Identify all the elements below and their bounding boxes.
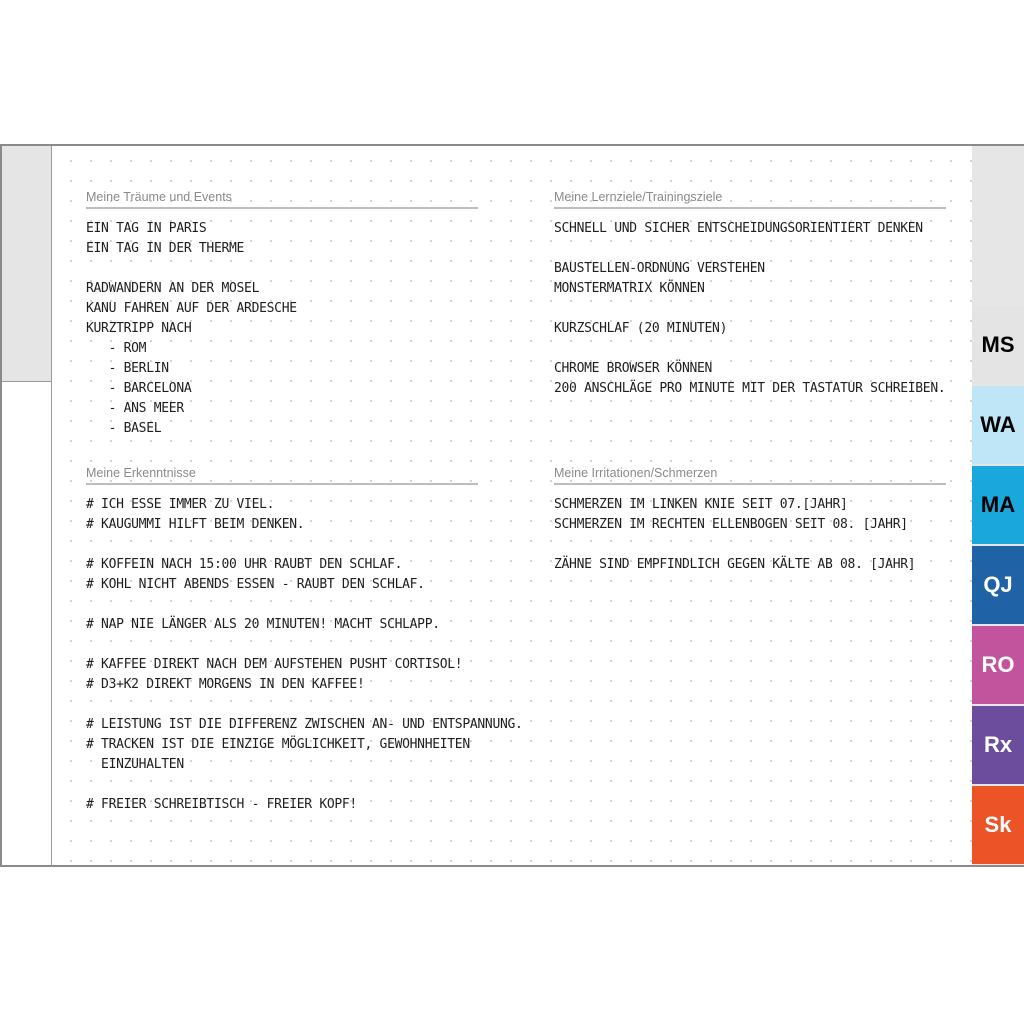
note-line: 200 ANSCHLÄGE PRO MINUTE MIT DER TASTATUR SCHREIBEN. xyxy=(554,381,946,396)
note-line: KANU FAHREN AUF DER ARDESCHE xyxy=(86,301,297,316)
section-dreams-events xyxy=(86,190,478,439)
section-learning-goals xyxy=(554,190,946,399)
note-line: RADWANDERN AN DER MOSEL xyxy=(86,281,260,296)
note-line xyxy=(86,635,478,655)
note-line: EINZUHALTEN xyxy=(86,757,184,772)
note-line: - ANS MEER xyxy=(86,401,184,416)
note-line xyxy=(554,239,946,259)
note-line: # KOFFEIN NACH 15:00 UHR RAUBT DEN SCHLAF. xyxy=(86,557,403,572)
note-line: SCHNELL UND SICHER ENTSCHEIDUNGSORIENTIERT DENKEN xyxy=(554,221,923,236)
note-line: - BARCELONA xyxy=(86,381,192,396)
note-line: # NAP NIE LÄNGER ALS 20 MINUTEN! MACHT SCHLAPP. xyxy=(86,617,440,632)
note-line: # TRACKEN IST DIE EINZIGE MÖGLICHKEIT, GEWOHNHEITEN xyxy=(86,737,470,752)
section-title: Meine Erkenntnisse xyxy=(86,466,478,485)
note-line xyxy=(86,535,478,555)
section-irritations-pains xyxy=(554,466,946,575)
note-line xyxy=(554,339,946,359)
note-line: # D3+K2 DIREKT MORGENS IN DEN KAFFEE! xyxy=(86,677,365,692)
note-line: # KAUGUMMI HILFT BEIM DENKEN. xyxy=(86,517,305,532)
note-line xyxy=(554,299,946,319)
note-line: - ROM xyxy=(86,341,147,356)
section-title: Meine Lernziele/Trainingsziele xyxy=(554,190,946,209)
note-line: # FREIER SCHREIBTISCH - FREIER KOPF! xyxy=(86,797,357,812)
note-line: KURZSCHLAF (20 MINUTEN) xyxy=(554,321,728,336)
register-tabs xyxy=(972,146,1024,865)
tab-sk[interactable]: Sk xyxy=(972,786,1024,864)
note-line: # LEISTUNG IST DIE DIFFERENZ ZWISCHEN AN- UND ENTSPANNUNG. xyxy=(86,717,523,732)
note-line xyxy=(86,259,478,279)
tab-qj[interactable]: QJ xyxy=(972,546,1024,624)
notebook-spread xyxy=(0,144,1024,867)
note-line: EIN TAG IN PARIS xyxy=(86,221,207,236)
note-line: EIN TAG IN DER THERME xyxy=(86,241,245,256)
tab-wa[interactable]: WA xyxy=(972,386,1024,464)
note-line: # ICH ESSE IMMER ZU VIEL. xyxy=(86,497,275,512)
note-line: CHROME BROWSER KÖNNEN xyxy=(554,361,713,376)
note-line: - BASEL xyxy=(86,421,162,436)
section-insights xyxy=(86,466,523,815)
tab-rx[interactable]: Rx xyxy=(972,706,1024,784)
note-line xyxy=(86,695,478,715)
note-line xyxy=(86,775,478,795)
note-line: SCHMERZEN IM LINKEN KNIE SEIT 07.[JAHR] xyxy=(554,497,848,512)
section-lines xyxy=(554,495,946,575)
tab-ro[interactable]: RO xyxy=(972,626,1024,704)
note-line: MONSTERMATRIX KÖNNEN xyxy=(554,281,705,296)
note-line: SCHMERZEN IM RECHTEN ELLENBOGEN SEIT 08. [JAHR] xyxy=(554,517,908,532)
left-margin-gray-block xyxy=(2,146,51,382)
dotted-sheet xyxy=(52,146,972,865)
note-line xyxy=(554,535,946,555)
section-title: Meine Träume und Events xyxy=(86,190,478,209)
note-line: # KAFFEE DIREKT NACH DEM AUFSTEHEN PUSHT CORTISOL! xyxy=(86,657,463,672)
note-line: BAUSTELLEN-ORDNUNG VERSTEHEN xyxy=(554,261,765,276)
section-lines xyxy=(86,495,523,815)
tab-ma[interactable]: MA xyxy=(972,466,1024,544)
left-margin-strip xyxy=(0,146,52,865)
note-line: ZÄHNE SIND EMPFINDLICH GEGEN KÄLTE AB 08. [JAHR] xyxy=(554,557,916,572)
note-line xyxy=(86,595,478,615)
note-line: KURZTRIPP NACH xyxy=(86,321,192,336)
section-title: Meine Irritationen/Schmerzen xyxy=(554,466,946,485)
note-line: # KOHL NICHT ABENDS ESSEN - RAUBT DEN SCHLAF. xyxy=(86,577,425,592)
note-line: - BERLIN xyxy=(86,361,169,376)
section-lines xyxy=(554,219,946,399)
section-lines xyxy=(86,219,478,439)
tab-ms[interactable]: MS xyxy=(972,306,1024,384)
